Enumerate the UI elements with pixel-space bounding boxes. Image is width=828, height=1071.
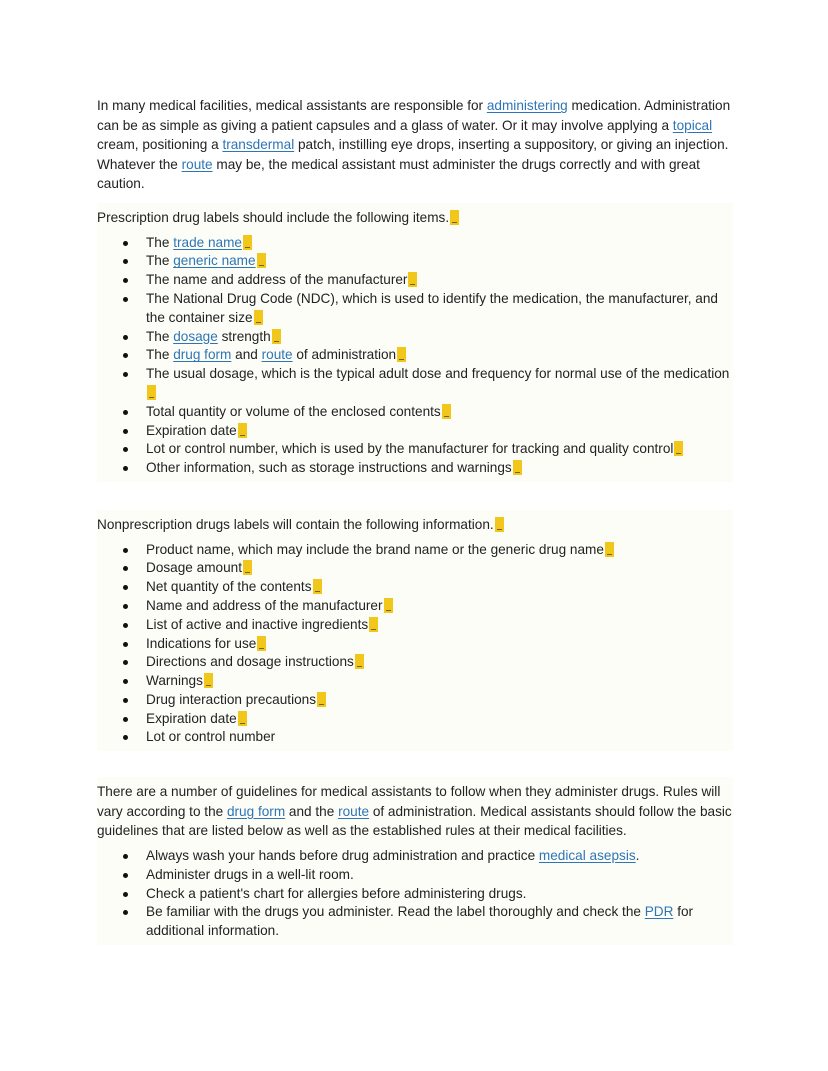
comment-marker-icon[interactable] bbox=[243, 235, 252, 250]
link-transdermal[interactable]: transdermal bbox=[222, 137, 295, 153]
guidelines-list bbox=[97, 845, 733, 945]
nonprescription-section bbox=[97, 510, 733, 751]
list-item: Expiration date bbox=[97, 710, 733, 729]
comment-marker-icon[interactable] bbox=[397, 347, 406, 362]
guidelines-section bbox=[97, 777, 733, 945]
nonprescription-lead: Nonprescription drugs labels will contain the following information. bbox=[97, 510, 733, 539]
list-item: Check a patient's chart for allergies before administering drugs. bbox=[97, 885, 733, 904]
list-item: Warnings bbox=[97, 672, 733, 691]
nonprescription-list bbox=[97, 539, 733, 752]
guidelines-paragraph: There are a number of guidelines for medical assistants to follow when they administer drugs. Rules will vary according to the drug form and the route of administration. Medical assistants should follow the basic guidelines that are listed below as well as the established rules at their medical facilities. bbox=[97, 784, 732, 839]
list-item: The usual dosage, which is the typical adult dose and frequency for normal use of the medication bbox=[97, 365, 733, 403]
comment-marker-icon[interactable] bbox=[495, 517, 504, 532]
list-item: Indications for use bbox=[97, 635, 733, 654]
comment-marker-icon[interactable] bbox=[313, 579, 322, 594]
comment-marker-icon[interactable] bbox=[272, 329, 281, 344]
list-item: The generic name bbox=[97, 252, 733, 271]
comment-marker-icon[interactable] bbox=[317, 692, 326, 707]
list-item: The dosage strength bbox=[97, 328, 733, 347]
comment-marker-icon[interactable] bbox=[442, 404, 451, 419]
list-item: Directions and dosage instructions bbox=[97, 653, 733, 672]
comment-marker-icon[interactable] bbox=[674, 441, 683, 456]
list-item: Product name, which may include the brand name or the generic drug name bbox=[97, 541, 733, 560]
comment-marker-icon[interactable] bbox=[238, 711, 247, 726]
link-trade-name[interactable]: trade name bbox=[173, 234, 242, 250]
link-dosage[interactable]: dosage bbox=[173, 328, 218, 344]
list-item: The name and address of the manufacturer bbox=[97, 271, 733, 290]
comment-marker-icon[interactable] bbox=[238, 423, 247, 438]
list-item: Administer drugs in a well-lit room. bbox=[97, 866, 733, 885]
comment-marker-icon[interactable] bbox=[355, 654, 364, 669]
list-item: Always wash your hands before drug administration and practice medical asepsis. bbox=[97, 847, 733, 866]
list-item: Be familiar with the drugs you administer. Read the label thoroughly and check the PDR for additional information. bbox=[97, 903, 733, 941]
list-item: List of active and inactive ingredients bbox=[97, 616, 733, 635]
prescription-section bbox=[97, 203, 733, 482]
list-item: The National Drug Code (NDC), which is used to identify the medication, the manufacturer, and the container size bbox=[97, 290, 733, 328]
link-pdr[interactable]: PDR bbox=[644, 904, 674, 920]
comment-marker-icon[interactable] bbox=[513, 460, 522, 475]
comment-marker-icon[interactable] bbox=[369, 617, 378, 632]
comment-marker-icon[interactable] bbox=[408, 272, 417, 287]
list-item: Expiration date bbox=[97, 422, 733, 441]
list-item: Net quantity of the contents bbox=[97, 578, 733, 597]
link-topical[interactable]: topical bbox=[672, 117, 713, 133]
list-item: The trade name bbox=[97, 234, 733, 253]
list-item: Total quantity or volume of the enclosed contents bbox=[97, 403, 733, 422]
list-item: Dosage amount bbox=[97, 559, 733, 578]
comment-marker-icon[interactable] bbox=[147, 385, 156, 400]
intro-paragraph: In many medical facilities, medical assistants are responsible for administering medication. Administration can be as simple as giving a patient capsules and a glass of water. Or it may involve applying a topical cream, positioning a transdermal patch, instilling eye drops, inserting a suppository, or giving an injection. Whatever the route may be, the medical assistant must administer the drugs correctly and with great caution. bbox=[97, 96, 733, 194]
comment-marker-icon[interactable] bbox=[605, 542, 614, 557]
comment-marker-icon[interactable] bbox=[257, 253, 266, 268]
list-item: The drug form and route of administration bbox=[97, 346, 733, 365]
link-route[interactable]: route bbox=[338, 803, 370, 819]
list-item: Name and address of the manufacturer bbox=[97, 597, 733, 616]
link-route[interactable]: route bbox=[261, 347, 293, 363]
link-medical-asepsis[interactable]: medical asepsis bbox=[538, 848, 636, 864]
prescription-lead: Prescription drug labels should include the following items. bbox=[97, 203, 733, 232]
link-drug-form[interactable]: drug form bbox=[226, 803, 286, 819]
list-item: Drug interaction precautions bbox=[97, 691, 733, 710]
prescription-list bbox=[97, 232, 733, 482]
comment-marker-icon[interactable] bbox=[384, 598, 393, 613]
link-drug-form[interactable]: drug form bbox=[173, 347, 232, 363]
comment-marker-icon[interactable] bbox=[257, 636, 266, 651]
link-generic-name[interactable]: generic name bbox=[173, 253, 256, 269]
comment-marker-icon[interactable] bbox=[254, 310, 263, 325]
comment-marker-icon[interactable] bbox=[243, 560, 252, 575]
list-item: Lot or control number, which is used by the manufacturer for tracking and quality control bbox=[97, 440, 733, 459]
comment-marker-icon[interactable] bbox=[204, 673, 213, 688]
list-item: Other information, such as storage instructions and warnings bbox=[97, 459, 733, 478]
comment-marker-icon[interactable] bbox=[450, 210, 459, 225]
document-page bbox=[97, 96, 733, 945]
link-route[interactable]: route bbox=[181, 156, 213, 172]
list-item: Lot or control number bbox=[97, 728, 733, 747]
link-administering[interactable]: administering bbox=[486, 98, 568, 113]
